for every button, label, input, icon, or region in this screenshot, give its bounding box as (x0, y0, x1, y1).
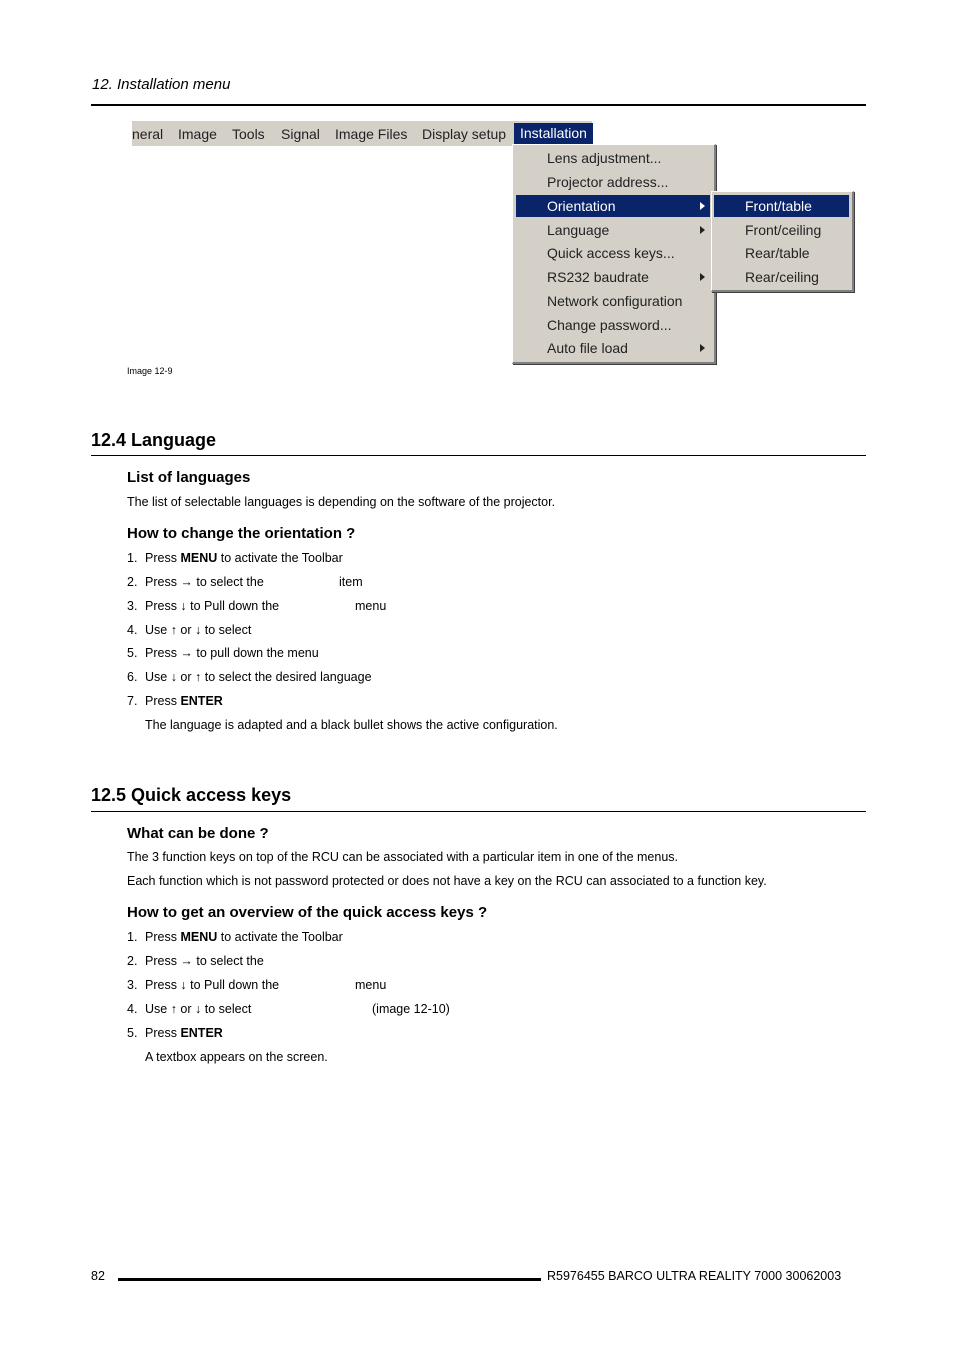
step-text-tail: menu (355, 978, 387, 992)
step-number: 4. (127, 1002, 138, 1016)
step-text: Use ↑ or ↓ to select (145, 623, 252, 637)
paragraph: Each function which is not password protected or does not have a key on the RCU can associated to a function key. (127, 874, 767, 888)
step-number: 1. (127, 551, 138, 565)
step-text: Use ↑ or ↓ to select (145, 1002, 252, 1016)
paragraph: The list of selectable languages is depending on the software of the projector. (127, 495, 556, 509)
menu-item-network-configuration[interactable]: Network configuration (547, 293, 683, 309)
menubar-item-image[interactable]: Image (178, 126, 217, 142)
page-number: 82 (91, 1269, 105, 1283)
step-text: Press → to pull down the menu (145, 646, 319, 660)
step-number: 6. (127, 670, 138, 684)
menu-item-lens-adjustment[interactable]: Lens adjustment... (547, 150, 662, 166)
step-text: Press → to select the (145, 575, 264, 589)
paragraph: The 3 function keys on top of the RCU can be associated with a particular item in one of the menus. (127, 850, 678, 864)
step-number: 4. (127, 623, 138, 637)
submenu-arrow-icon (700, 226, 705, 234)
section-title-language: 12.4 Language (91, 430, 217, 450)
submenu-item-front-ceiling[interactable]: Front/ceiling (745, 222, 822, 238)
step-number: 1. (127, 930, 138, 944)
menu-item-projector-address[interactable]: Projector address... (547, 174, 669, 190)
step-text: Press ↓ to Pull down the (145, 599, 280, 613)
running-header: 12. Installation menu (92, 76, 231, 93)
step-number: 2. (127, 954, 138, 968)
image-caption: Image 12-9 (127, 366, 173, 376)
step-text-tail: item (339, 575, 363, 589)
step-text: Press MENU to activate the Toolbar (145, 930, 343, 944)
step-text: Press → to select the (145, 954, 264, 968)
subheading-overview-quick-keys: How to get an overview of the quick access keys ? (127, 904, 488, 921)
step-number: 3. (127, 978, 138, 992)
step-number: 7. (127, 694, 138, 708)
menubar-item-image-files[interactable]: Image Files (335, 126, 408, 142)
step-number: 3. (127, 599, 138, 613)
document-id: R5976455 BARCO ULTRA REALITY 7000 30062003 (547, 1269, 842, 1283)
step-number: 5. (127, 646, 138, 660)
step-result: The language is adapted and a black bullet shows the active configuration. (145, 718, 558, 732)
step-text: Press MENU to activate the Toolbar (145, 551, 343, 565)
submenu-item-rear-ceiling[interactable]: Rear/ceiling (745, 269, 819, 285)
submenu-item-front-table[interactable]: Front/table (745, 198, 812, 214)
step-text: Press ENTER (145, 1026, 223, 1040)
step-text: Use ↓ or ↑ to select the desired language (145, 670, 372, 684)
step-text: Press ENTER (145, 694, 223, 708)
step-text: Press ↓ to Pull down the (145, 978, 280, 992)
submenu-item-rear-table[interactable]: Rear/table (745, 245, 810, 261)
step-number: 5. (127, 1026, 138, 1040)
subheading-list-of-languages: List of languages (127, 469, 251, 486)
section-title-quick-access-keys: 12.5 Quick access keys (91, 785, 292, 805)
submenu-arrow-icon (700, 202, 705, 210)
subheading-what-can-be-done: What can be done ? (127, 825, 269, 842)
header-rule (91, 104, 866, 106)
menubar-item-display-setup[interactable]: Display setup (422, 126, 507, 142)
menu-item-auto-file-load[interactable]: Auto file load (547, 340, 628, 356)
step-text-tail: (image 12-10) (372, 1002, 450, 1016)
menu-item-quick-access-keys[interactable]: Quick access keys... (547, 245, 675, 261)
submenu-arrow-icon (700, 273, 705, 281)
section-rule (91, 811, 866, 812)
step-number: 2. (127, 575, 138, 589)
menu-item-language[interactable]: Language (547, 222, 610, 238)
subheading-change-orientation: How to change the orientation ? (127, 525, 356, 542)
menubar-item-tools[interactable]: Tools (232, 126, 265, 142)
section-rule (91, 455, 866, 456)
menubar-item-installation[interactable]: Installation (514, 123, 593, 144)
menu-item-change-password[interactable]: Change password... (547, 317, 672, 333)
menubar-item-signal[interactable]: Signal (281, 126, 320, 142)
menu-item-rs232-baudrate[interactable]: RS232 baudrate (547, 269, 649, 285)
footer-rule (118, 1278, 541, 1281)
submenu-arrow-icon (700, 344, 705, 352)
step-result: A textbox appears on the screen. (145, 1050, 328, 1064)
menu-item-orientation[interactable]: Orientation (547, 198, 616, 214)
step-text-tail: menu (355, 599, 387, 613)
menubar-item-general[interactable]: neral (132, 126, 164, 142)
